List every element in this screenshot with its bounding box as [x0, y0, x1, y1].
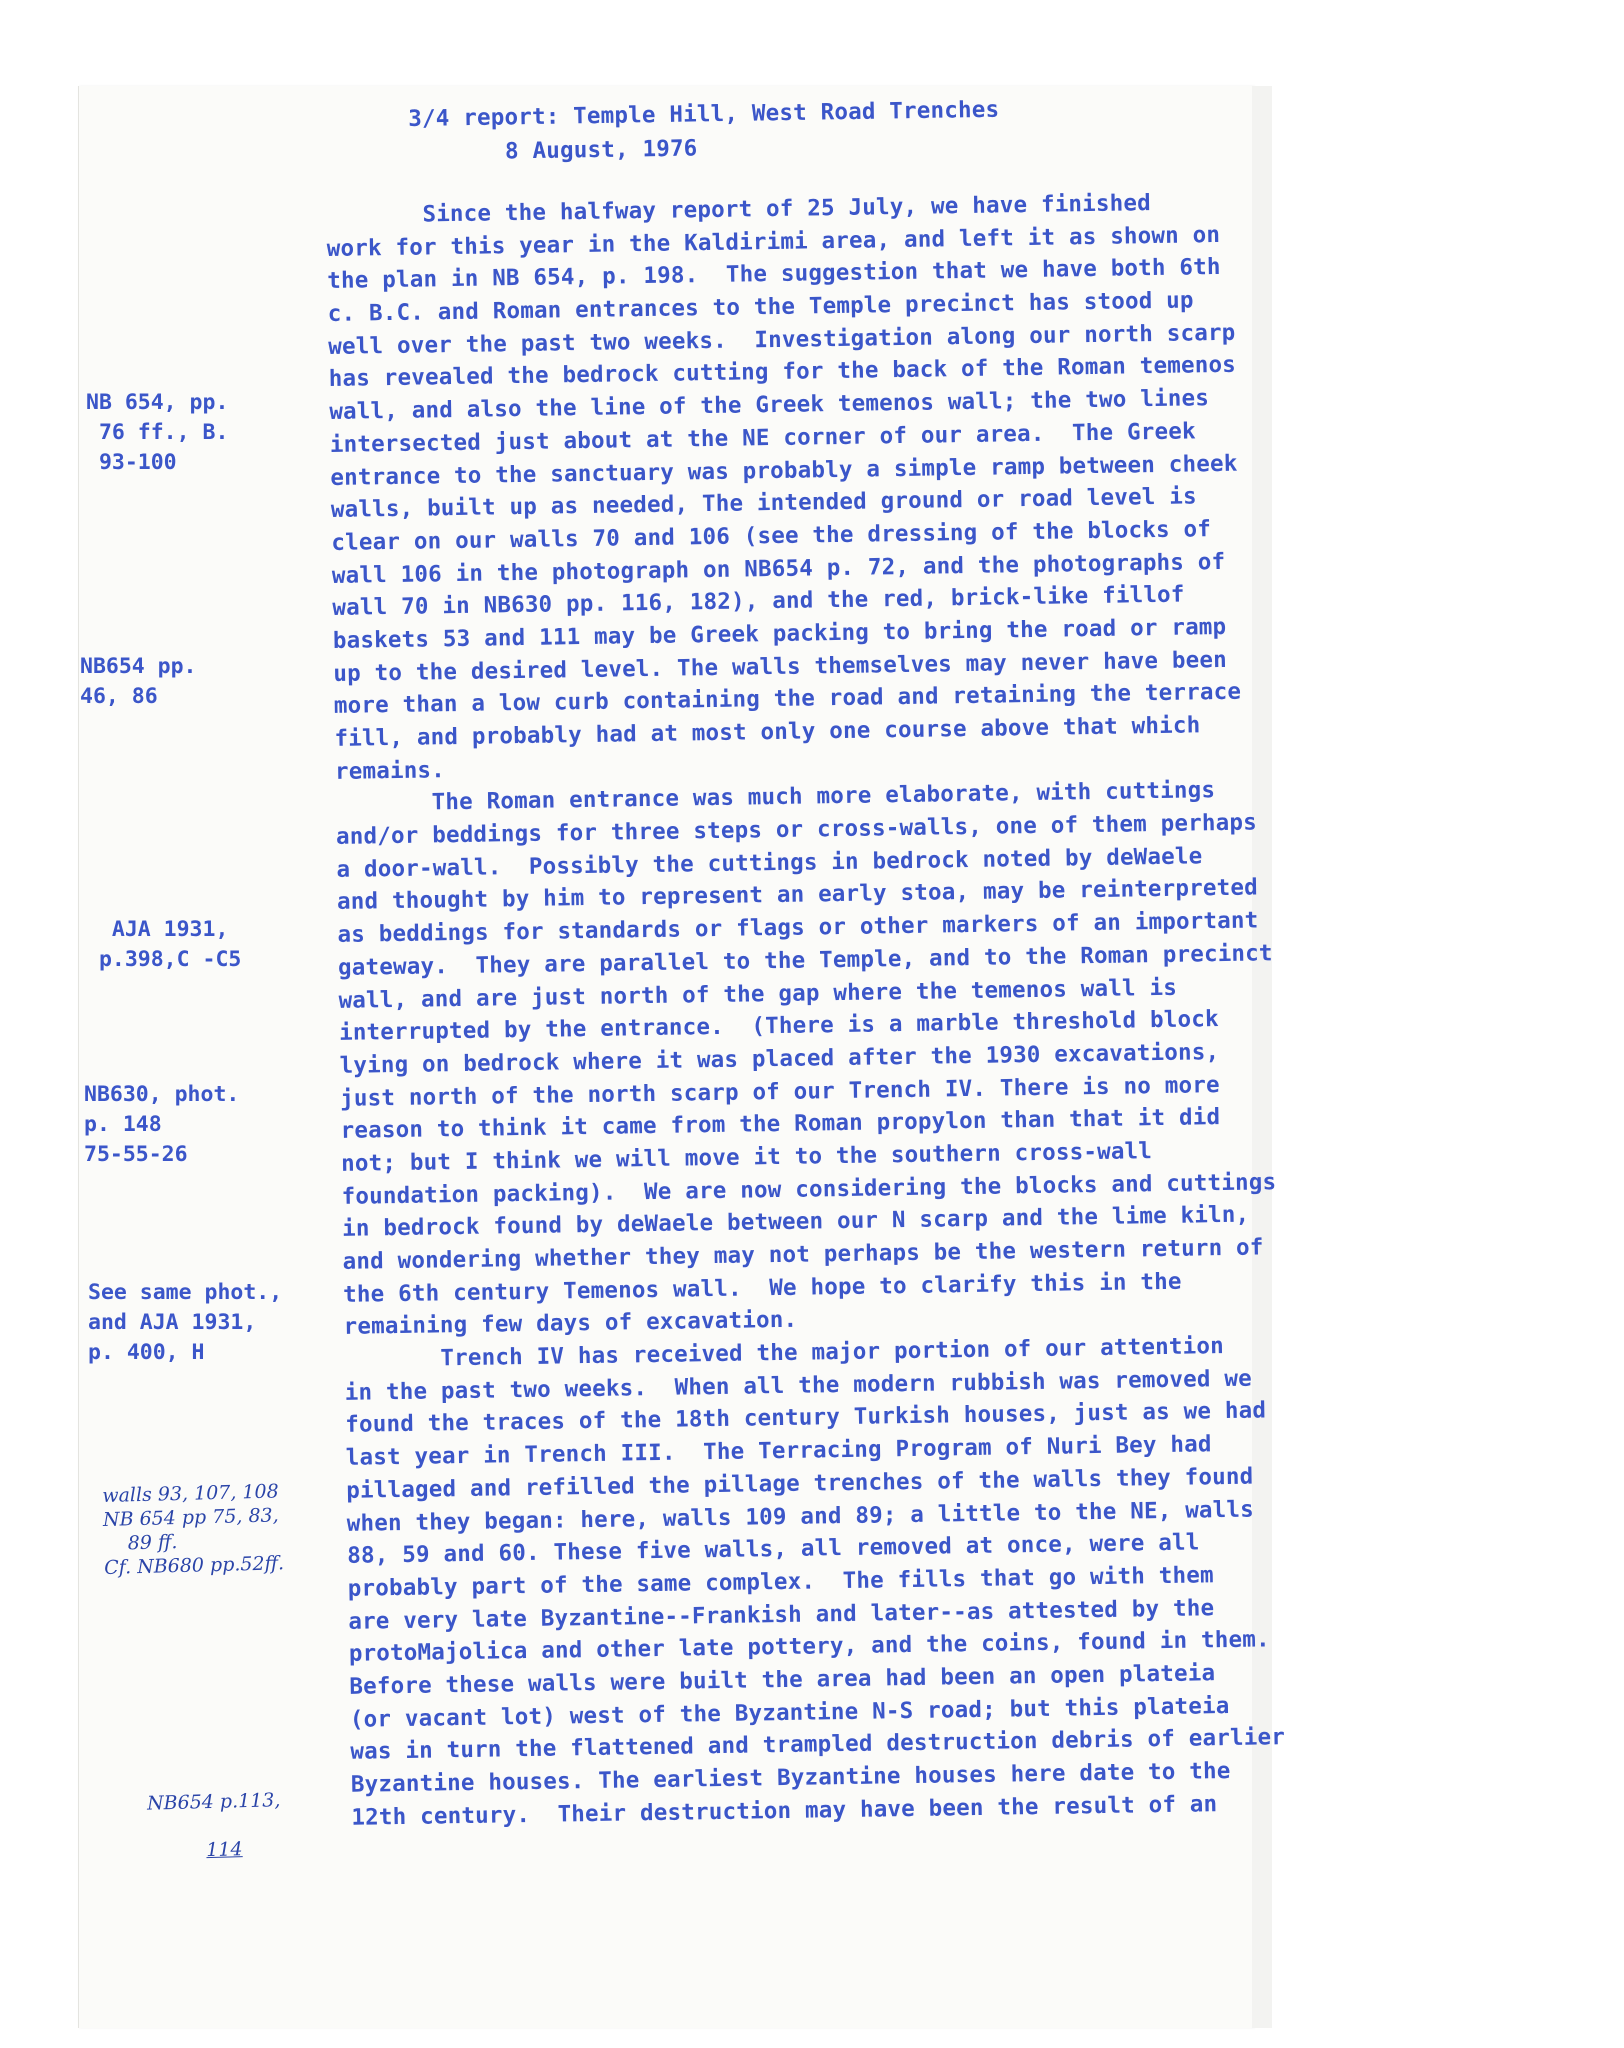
margin-note-see-same-phot: See same phot., and AJA 1931, p. 400, H [88, 1280, 283, 1365]
body-line: are very late Byzantine--Frankish and later--as attested by the [348, 1594, 1215, 1635]
body-line: more than a low curb containing the road and retaining the terrace [333, 679, 1242, 720]
handwritten-note-walls: walls 93, 107, 108 NB 654 pp 75, 83, 89 ff. Cf. NB680 pp.52ff. [102, 1480, 285, 1579]
body-line: in bedrock found by deWaele between our N scarp and the lime kiln, [341, 1201, 1250, 1243]
body-line: well over the past two weeks. Investigation along our north scarp [328, 319, 1236, 360]
body-line: Trench IV has received the major portion of our attention [344, 1333, 1225, 1373]
body-line: interrupted by the entrance. (There is a marble threshold block [338, 1006, 1219, 1047]
body-line: clear on our walls 70 and 106 (see the dressing of the blocks of [331, 516, 1212, 556]
body-line: remains. [334, 756, 446, 785]
handwritten-note-line-1: NB654 p.113, [146, 1789, 281, 1815]
report-title [408, 93, 1000, 170]
body-line: has revealed the bedrock cutting for the back of the Roman temenos [328, 352, 1237, 393]
body-line: 88, 59 and 60. These five walls, all removed at once, were all [347, 1529, 1200, 1570]
margin-note-nb654-pp46: NB654 pp. 46, 86 [80, 654, 197, 709]
body-line: just north of the north scarp of our Trench IV. There is no more [339, 1071, 1220, 1112]
body-line: walls, built up as needed, The intended ground or road level is [330, 483, 1197, 524]
body-line: as beddings for standards or flags or other markers of an important [337, 907, 1259, 949]
body-line: wall 70 in NB630 pp. 116, 182), and the red, brick-like fillof [332, 581, 1185, 622]
body-line: and/or beddings for three steps or cross-walls, one of them perhaps [335, 809, 1258, 850]
margin-note-nb630-phot: NB630, phot. p. 148 75-55-26 [84, 1082, 240, 1167]
handwritten-note-line-2: 114 [205, 1838, 243, 1862]
body-line: probably part of the same complex. The fills that go with them [347, 1562, 1214, 1602]
handwritten-note-nb654-p113 [134, 1764, 282, 1864]
body-line: wall 106 in the photograph on NB654 p. 72, and the photographs of [331, 548, 1226, 589]
body-line: foundation packing). We are now considering the blocks and cuttings [341, 1168, 1277, 1210]
title-date: 8 August, 1976 [504, 135, 698, 165]
body-line: was in turn the flattened and trampled destruction debris of earlier [350, 1724, 1286, 1766]
title-line-1: 3/4 report: Temple Hill, West Road Trenches [408, 96, 1000, 132]
body-line: the plan in NB 654, p. 198. The suggestion that we have both 6th [327, 254, 1221, 295]
body-line: The Roman entrance was much more elaborate, with cuttings [335, 777, 1216, 818]
body-line: intersected just about at the NE corner of our area. The Greek [329, 418, 1196, 458]
body-line: protoMajolica and other late pottery, and the coins, found in them. [348, 1626, 1270, 1668]
body-line: remaining few days of excavation. [343, 1307, 798, 1341]
report-body [326, 185, 1286, 1834]
body-line: work for this year in the Kaldirimi area, and left it as shown on [326, 221, 1221, 262]
body-line: Before these walls were built the area had been an open plateia [349, 1660, 1216, 1700]
body-line: Byzantine houses. The earliest Byzantine houses here date to the [350, 1757, 1231, 1798]
body-line: last year in Trench III. The Terracing Program of Nuri Bey had [345, 1431, 1212, 1471]
body-line: wall, and also the line of the Greek temenos wall; the two lines [329, 385, 1210, 426]
margin-note-aja-1931: AJA 1931, p.398,C -C5 [98, 917, 242, 972]
body-line: gateway. They are parallel to the Temple, and to the Roman precinct [337, 940, 1273, 981]
body-line: found the traces of the 18th century Turkish houses, just as we had [345, 1397, 1267, 1439]
body-line: and wondering whether they may not perhaps be the western return of [342, 1234, 1264, 1275]
body-line: a door-wall. Possibly the cuttings in bedrock noted by deWaele [336, 843, 1203, 883]
body-line: c. B.C. and Roman entrances to the Temple precinct has stood up [327, 287, 1194, 328]
body-line: Since the halfway report of 25 July, we have finished [326, 190, 1152, 229]
body-line: (or vacant lot) west of the Byzantine N-S road; but this plateia [349, 1692, 1230, 1733]
body-line: pillaged and refilled the pillage trenches of the walls they found [346, 1463, 1254, 1504]
body-line: when they began: here, walls 109 and 89; a little to the NE, walls [346, 1496, 1255, 1537]
margin-note-nb654-pp76: NB 654, pp. 76 ff., B. 93-100 [86, 390, 229, 475]
body-line: in the past two weeks. When all the modern rubbish was removed we [344, 1365, 1253, 1406]
body-line: wall, and are just north of the gap where the temenos wall is [338, 974, 1178, 1014]
body-line: lying on bedrock where it was placed after the 1930 excavations, [339, 1038, 1220, 1079]
body-line: baskets 53 and 111 may be Greek packing to bring the road or ramp [332, 613, 1227, 654]
body-line: entrance to the sanctuary was probably a simple ramp between cheek [330, 450, 1238, 491]
body-line: not; but I think we will move it to the southern cross-wall [340, 1138, 1153, 1177]
body-line: reason to think it came from the Roman propylon than that it did [340, 1104, 1221, 1145]
body-line: 12th century. Their destruction may have been the result of an [351, 1790, 1218, 1831]
body-line: and thought by him to represent an early stoa, may be reinterpreted [336, 874, 1259, 916]
body-line: fill, and probably had at most only one course above that which [334, 712, 1201, 752]
body-line: the 6th century Temenos wall. We hope to clarify this in the [342, 1268, 1182, 1308]
body-line: up to the desired level. The walls themselves may never have been [333, 646, 1228, 687]
